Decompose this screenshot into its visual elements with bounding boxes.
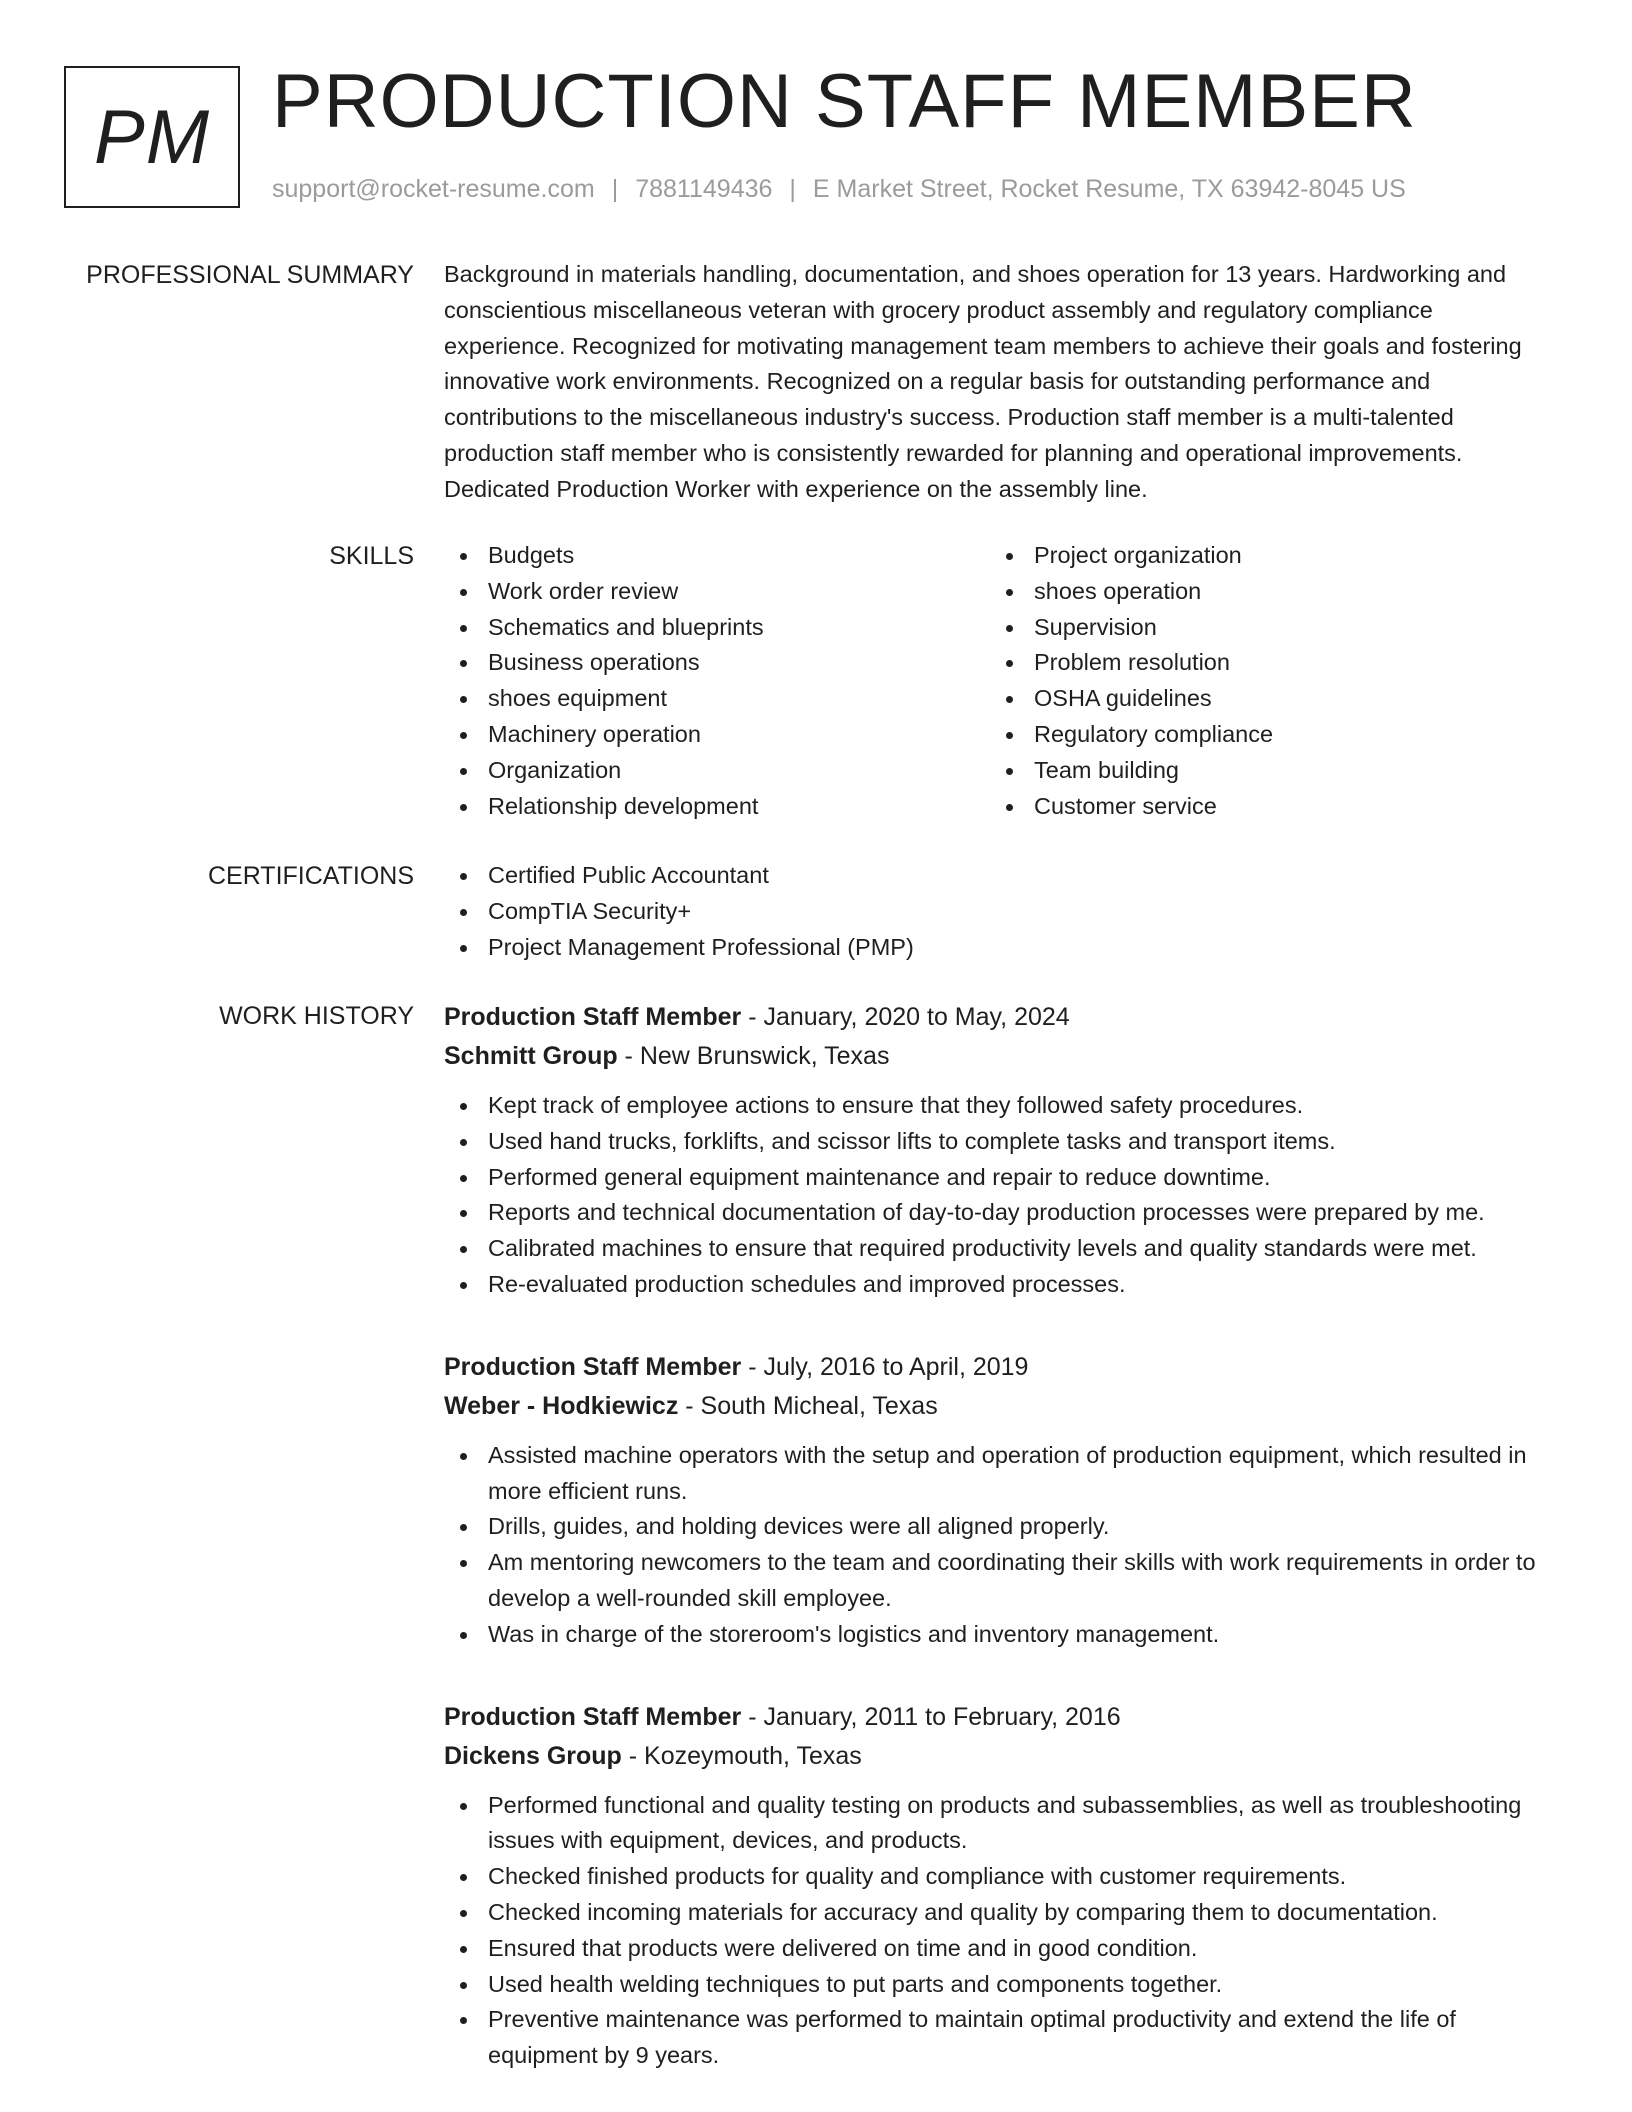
initials-monogram: PM [64, 66, 240, 208]
skill-item: shoes equipment [444, 681, 990, 717]
job-bullet: Preventive maintenance was performed to maintain optimal productivity and extend the life of equipment by 9 years. [444, 2002, 1544, 2074]
skill-item: Organization [444, 753, 990, 789]
contact-email: support@rocket-resume.com [272, 175, 595, 203]
job-dates: - July, 2016 to April, 2019 [741, 1352, 1029, 1381]
job-bullets [444, 1438, 1544, 1653]
job-title: Production Staff Member [444, 1003, 742, 1031]
job-bullet: Kept track of employee actions to ensure that they followed safety procedures. [444, 1088, 1544, 1124]
certification-item: CompTIA Security+ [444, 894, 1544, 930]
job-title-line [444, 1698, 1544, 1737]
contact-phone: 7881149436 [635, 175, 773, 203]
job-bullet: Checked finished products for quality and compliance with customer requirements. [444, 1859, 1544, 1895]
certifications-list [444, 858, 1544, 965]
job-company-line [444, 1387, 1544, 1426]
job-company: Weber - Hodkiewicz [444, 1391, 679, 1420]
job-bullet: Used health welding techniques to put parts and components together. [444, 1967, 1544, 2003]
job-bullet: Used hand trucks, forklifts, and scissor lifts to complete tasks and transport items. [444, 1124, 1544, 1160]
job-bullet: Calibrated machines to ensure that required productivity levels and quality standards were met. [444, 1231, 1544, 1267]
skills-list-right [990, 538, 1536, 824]
skill-item: Work order review [444, 574, 990, 610]
skill-item: Problem resolution [990, 645, 1536, 681]
skill-item: Supervision [990, 610, 1536, 646]
skill-item: Budgets [444, 538, 990, 574]
job-bullet: Performed general equipment maintenance and repair to reduce downtime. [444, 1160, 1544, 1196]
skill-item: Project organization [990, 538, 1536, 574]
job-entry [444, 1698, 1544, 2074]
skill-item: OSHA guidelines [990, 681, 1536, 717]
jobs-container [444, 998, 1544, 2074]
contact-line [272, 174, 1406, 204]
skill-item: Machinery operation [444, 717, 990, 753]
skill-item: Team building [990, 753, 1536, 789]
skill-item: Business operations [444, 645, 990, 681]
skill-item: Schematics and blueprints [444, 610, 990, 646]
skill-item: Regulatory compliance [990, 717, 1536, 753]
job-title-line [444, 998, 1544, 1037]
section-heading-summary: PROFESSIONAL SUMMARY [86, 261, 414, 289]
section-heading-work-history: WORK HISTORY [219, 1002, 414, 1030]
job-dates: - January, 2020 to May, 2024 [741, 1003, 1070, 1031]
job-title-line [444, 1348, 1544, 1387]
job-bullet: Assisted machine operators with the setup and operation of production equipment, which resulted in more efficient runs. [444, 1438, 1544, 1510]
job-location: - South Micheal, Texas [678, 1391, 938, 1420]
job-bullet: Ensured that products were delivered on time and in good condition. [444, 1931, 1544, 1967]
job-bullet: Re-evaluated production schedules and improved processes. [444, 1267, 1544, 1303]
certification-item: Certified Public Accountant [444, 858, 1544, 894]
skill-item: Customer service [990, 789, 1536, 825]
job-bullet: Performed functional and quality testing on products and subassemblies, as well as troubleshooting issues with equipment, devices, and products. [444, 1788, 1544, 1860]
job-bullets [444, 1088, 1544, 1303]
job-location: - New Brunswick, Texas [617, 1042, 890, 1070]
job-bullet: Reports and technical documentation of day-to-day production processes were prepared by me. [444, 1195, 1544, 1231]
skills-list-left [444, 538, 990, 824]
job-entry [444, 998, 1544, 1303]
job-location: - Kozeymouth, Texas [621, 1741, 862, 1770]
job-company: Schmitt Group [444, 1042, 618, 1070]
job-dates: - January, 2011 to February, 2016 [741, 1702, 1121, 1731]
section-heading-skills: SKILLS [329, 542, 414, 570]
contact-address: E Market Street, Rocket Resume, TX 63942-8045 US [812, 175, 1406, 203]
job-bullet: Checked incoming materials for accuracy and quality by comparing them to documentation. [444, 1895, 1544, 1931]
job-bullet: Drills, guides, and holding devices were all aligned properly. [444, 1509, 1544, 1545]
job-company-line [444, 1037, 1544, 1076]
job-bullets [444, 1788, 1544, 2074]
certification-item: Project Management Professional (PMP) [444, 930, 1544, 966]
job-company: Dickens Group [444, 1741, 622, 1770]
job-entry [444, 1348, 1544, 1653]
contact-separator: | [789, 175, 796, 203]
summary-text: Background in materials handling, documentation, and shoes operation for 13 years. Hardworking and conscientious miscellaneous veteran with grocery product assembly and regulatory compliance experience. Recognized for motivating management team members to achieve their goals and fostering innovative work environments. Recognized on a regular basis for outstanding performance and contributions to the miscellaneous industry's success. Production staff member is a multi-talented production staff member who is consistently rewarded for planning and operational improvements. Dedicated Production Worker with experience on the assembly line. [444, 261, 1522, 502]
skill-item: Relationship development [444, 789, 990, 825]
section-heading-certifications: CERTIFICATIONS [207, 862, 414, 890]
resume-name: PRODUCTION STAFF MEMBER [272, 59, 1417, 144]
skill-item: shoes operation [990, 574, 1536, 610]
contact-separator: | [611, 175, 619, 203]
job-bullet: Am mentoring newcomers to the team and coordinating their skills with work requirements in order to develop a well-rounded skill employee. [444, 1545, 1544, 1617]
job-company-line [444, 1737, 1544, 1776]
job-title: Production Staff Member [444, 1352, 742, 1381]
job-title: Production Staff Member [444, 1702, 742, 1731]
job-bullet: Was in charge of the storeroom's logistics and inventory management. [444, 1617, 1544, 1653]
